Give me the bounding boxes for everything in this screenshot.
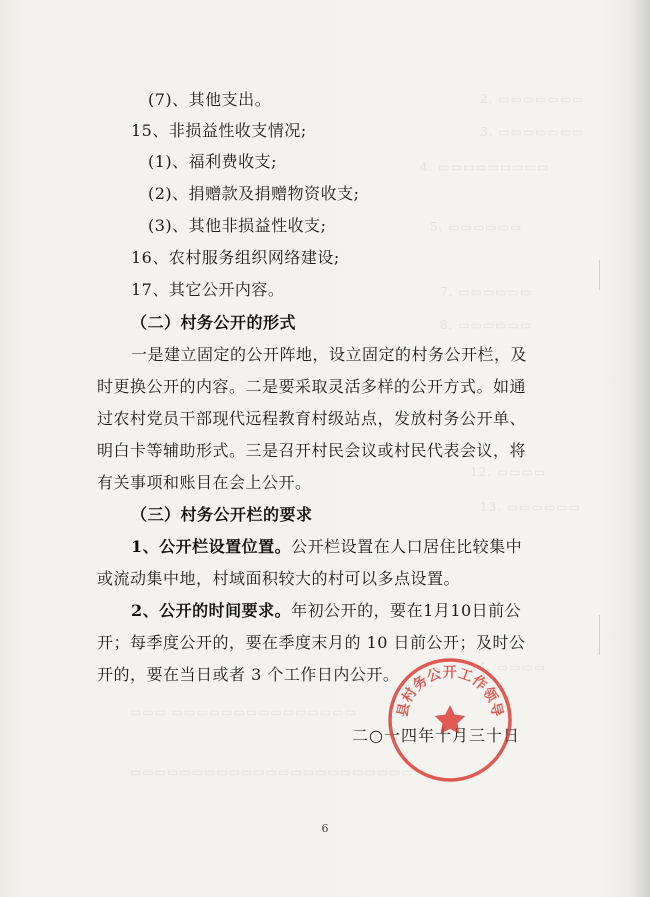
item-label: 1、公开栏设置位置。 xyxy=(131,537,292,556)
list-item: (3)、其他非损益性收支; xyxy=(148,216,327,235)
bleed-through-text: 14. ▭▭▭▭ xyxy=(470,660,547,674)
seal-graphic xyxy=(385,655,515,785)
bleed-through-text: 2. ▭▭▭▭▭▭▭ xyxy=(480,92,585,106)
list-item: (1)、福利费收支; xyxy=(148,152,278,171)
section-heading: （二）村务公开的形式 xyxy=(131,313,297,332)
item-label: 2、公开的时间要求。 xyxy=(131,601,292,620)
item-text: 公开栏设置在人口居住比较集中 xyxy=(291,537,523,556)
scan-edge-mark xyxy=(599,260,600,290)
paragraph-line: 开的，要在当日或者 3 个工作日内公开。 xyxy=(97,665,400,684)
list-item: 16、农村服务组织网络建设; xyxy=(131,248,340,267)
scan-edge-mark xyxy=(599,615,600,655)
seal-text: 县村务公开工作领导 xyxy=(394,665,506,719)
official-seal xyxy=(385,655,515,785)
document-date: 二○一四年十月三十日 xyxy=(352,726,520,745)
list-item: (2)、捐赠款及捐赠物资收支; xyxy=(148,184,360,203)
item-text: 年初公开的，要在1月10日前公 xyxy=(291,601,522,620)
list-item: (7)、其他支出。 xyxy=(148,90,272,109)
bleed-through-text: ▭▭▭ ▭▭▭▭▭▭▭▭▭▭▭▭▭▭▭ xyxy=(130,705,357,719)
paragraph-line: 一是建立固定的公开阵地，设立固定的村务公开栏，及 xyxy=(131,345,528,364)
section-heading: （三）村务公开栏的要求 xyxy=(131,505,313,524)
paragraph-line: 有关事项和账目在会上公开。 xyxy=(97,473,312,492)
bleed-through-text: ▭▭▭▭▭▭▭▭▭▭▭▭▭▭▭▭▭▭▭▭▭▭▭ xyxy=(130,765,414,779)
paragraph-line xyxy=(131,601,521,621)
bleed-through-text: 4. ▭▭▭▭▭▭▭▭▭ xyxy=(420,160,550,174)
paragraph-line: 或流动集中地，村域面积较大的村可以多点设置。 xyxy=(97,569,461,588)
paragraph-line: 时更换公开的内容。二是要采取灵活多样的公开方式。如通 xyxy=(97,377,527,396)
list-item: 15、非损益性收支情况; xyxy=(131,121,307,140)
star-icon xyxy=(435,705,465,734)
bleed-through-text: 7. ▭▭▭▭▭▭ xyxy=(440,285,533,299)
paragraph-line: 开；每季度公开的，要在季度末月的 10 日前公开；及时公 xyxy=(97,633,526,652)
page-number: 6 xyxy=(321,822,329,835)
list-item: 17、其它公开内容。 xyxy=(131,280,285,299)
paragraph-line: 明白卡等辅助形式。三是召开村民会议或村民代表会议，将 xyxy=(97,441,527,460)
bleed-through-text: 12. ▭▭▭▭ xyxy=(470,465,547,479)
bleed-through-text: 5. ▭▭▭▭▭▭ xyxy=(430,220,523,234)
paragraph-line: 过农村党员干部现代远程教育村级站点，发放村务公开单、 xyxy=(97,409,527,428)
bleed-through-text: 3. ▭▭▭▭▭▭▭ xyxy=(480,125,585,139)
paragraph-line xyxy=(131,537,522,557)
bleed-through-text: 8. ▭▭▭▭▭▭ xyxy=(440,318,533,332)
bleed-through-text: 13. ▭▭▭▭▭▭ xyxy=(480,500,581,514)
